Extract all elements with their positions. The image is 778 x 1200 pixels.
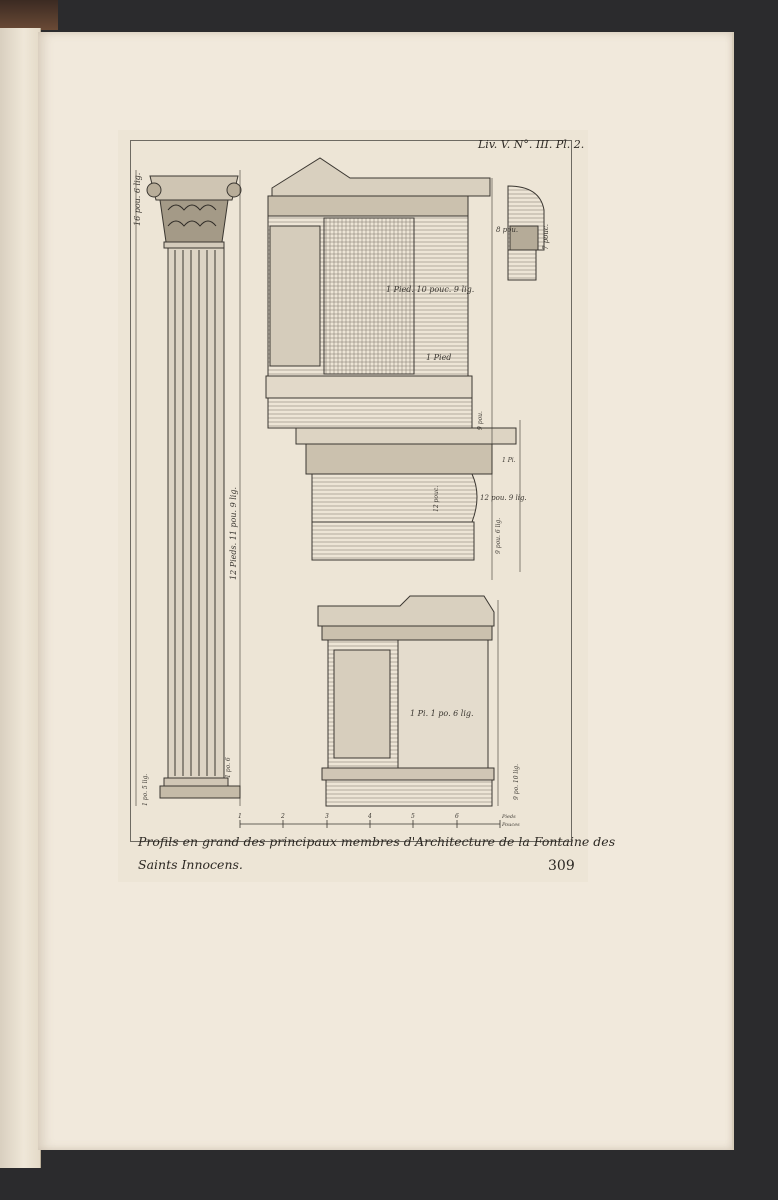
scale-unit-feet: Pieds [502, 814, 516, 820]
scale-tick-5: 5 [411, 813, 415, 820]
scale-bar [240, 820, 500, 828]
scale-unit-inches: Pouces [502, 822, 520, 828]
scale-tick-6: 6 [455, 813, 459, 820]
base-right-label: 1 po. 6 [225, 757, 232, 778]
pedestal-panel-label: 1 Pi. 1 po. 6 lig. [410, 709, 474, 718]
corinthian-column [136, 170, 241, 806]
entablature-lower-label: 1 Pied [426, 353, 452, 362]
shaft-height-label: 12 Pieds. 11 pou. 9 lig. [229, 486, 238, 580]
plate-caption-line-2: Saints Innocens. [138, 857, 243, 872]
frieze-right-label: 12 pou. 9 lig. [480, 494, 527, 502]
base-left-label: 1 po. 5 lig. [142, 773, 149, 806]
fillet-label: 1 Pi. [502, 457, 516, 464]
entablature-base-label: 9 pou. 6 lig. [495, 517, 502, 554]
plate-reference: Liv. V. N°. III. Pl. 2. [478, 138, 585, 151]
entablature-right-lower-label: 9 pou. [477, 411, 484, 430]
scale-tick-1: 1 [238, 813, 242, 820]
entablature-profile [266, 158, 520, 580]
entablature-panel-label: 1 Pied. 10 pouc. 9 lig. [386, 285, 475, 294]
scale-tick-2: 2 [281, 813, 285, 820]
capital-height-label: 16 pou. 6 lig. [133, 172, 142, 226]
pedestal-profile [318, 596, 498, 806]
page-number: 309 [548, 858, 575, 874]
scale-tick-3: 3 [325, 813, 329, 820]
plate-caption-line-1: Profils en grand des principaux membres d'Architecture de la Fontaine des [138, 834, 616, 849]
frieze-depth-label: 12 pouc. [433, 485, 440, 512]
scale-tick-4: 4 [368, 813, 372, 820]
small-section-label: 7 pouc. [542, 223, 550, 250]
pedestal-base-label: 9 po. 10 lig. [513, 763, 520, 800]
entablature-right-upper-label: 8 pou. [496, 226, 519, 234]
